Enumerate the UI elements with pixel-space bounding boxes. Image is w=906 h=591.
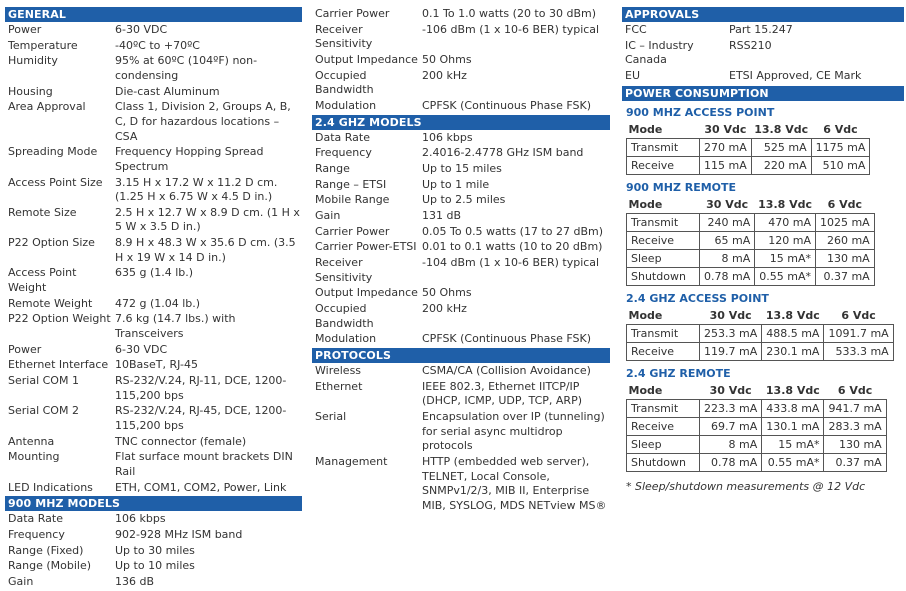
- spec-value: Up to 10 miles: [115, 559, 195, 573]
- spec-row-wireless: [312, 364, 610, 379]
- spec-label: Management: [315, 454, 388, 468]
- table-title-2-4-ghz-access-point: 2.4 GHZ ACCESS POINT: [626, 291, 769, 305]
- table-cell: 0.78 mA: [700, 453, 762, 471]
- power-table-2-4-ghz-access-point: [626, 308, 894, 361]
- spec-value: HTTP (embedded web server), TELNET, Local Console, SNMPv1/2/3, MIB II, Enterprise MIB, SYSLOG, MDS NETview MS®: [422, 454, 607, 512]
- spec-value: IEEE 802.3, Ethernet IITCP/IP (DHCP, ICMP, UDP, TCP, ARP): [422, 379, 583, 408]
- section-header-approvals: APPROVALS: [622, 7, 904, 22]
- approvals-list: [622, 23, 904, 84]
- power-table-2-4-ghz-remote: [626, 383, 887, 472]
- spec-row-occupied-bandwidth: [312, 69, 610, 98]
- column-header: 30 Vdc: [709, 308, 752, 322]
- spec-value: Die-cast Aluminum: [115, 84, 220, 98]
- spec-label: Ethernet Interface: [8, 358, 109, 372]
- spec-label: Serial: [315, 410, 347, 424]
- spec-row-housing: [5, 85, 302, 100]
- table-cell: 0.37 mA: [824, 453, 886, 471]
- spec-value: 0.05 To 0.5 watts (17 to 27 dBm): [422, 224, 604, 238]
- column-header: 30 Vdc: [706, 197, 749, 211]
- table-cell: Receive: [627, 156, 700, 174]
- spec-label: Antenna: [8, 434, 55, 448]
- table-cell: 533.3 mA: [824, 342, 893, 360]
- column-header: 6 Vdc: [841, 308, 876, 322]
- spec-label: Range (Mobile): [8, 559, 92, 573]
- spec-row-mounting: [5, 450, 302, 479]
- spec-label: Data Rate: [8, 512, 63, 526]
- table-cell: Transmit: [627, 138, 700, 156]
- table-cell: 0.78 mA: [700, 267, 755, 285]
- spec-row-modulation: [312, 99, 610, 114]
- table-header-row: [627, 122, 870, 139]
- table-cell: 220 mA: [751, 156, 811, 174]
- spec-label: Temperature: [8, 38, 78, 52]
- section-header-900-mhz-models: 900 MHZ MODELS: [5, 496, 302, 511]
- column-header: 30 Vdc: [709, 383, 752, 397]
- spec-column-middle: [312, 7, 610, 514]
- table-row: [627, 156, 870, 174]
- table-row: [627, 213, 875, 231]
- table-cell: Shutdown: [627, 267, 700, 285]
- spec-value: RS-232/V.24, RJ-45, DCE, 1200- 115,200 bps: [115, 404, 287, 432]
- table-cell: 230.1 mA: [762, 342, 824, 360]
- column-header: 6 Vdc: [827, 197, 863, 211]
- spec-label: Occupied Bandwidth: [315, 68, 374, 97]
- table-cell: 69.7 mA: [700, 417, 762, 435]
- table-cell: Sleep: [627, 249, 700, 267]
- spec-label: Frequency: [8, 527, 65, 541]
- spec-value: 50 Ohms: [422, 286, 472, 300]
- column-header: Mode: [628, 308, 663, 322]
- spec-label: Carrier Power: [315, 224, 390, 238]
- spec-row-data-rate: [5, 512, 302, 527]
- table-cell: 0.55 mA*: [755, 267, 816, 285]
- spec-row-carrier-power: [312, 7, 610, 22]
- spec-row-access-point-size: [5, 176, 302, 205]
- table-row: [627, 249, 875, 267]
- spec-label: Receiver Sensitivity: [315, 22, 373, 51]
- spec-row-output-impedance: [312, 286, 610, 301]
- spec-value: 131 dB: [422, 209, 462, 223]
- spec-row-p22-option-weight: [5, 312, 302, 341]
- spec-row-ic-industry-canada: [622, 39, 904, 68]
- spec-value: 902-928 MHz ISM band: [115, 527, 243, 541]
- column-header: Mode: [628, 383, 663, 397]
- spec-value: Class 1, Division 2, Groups A, B, C, D for hazardous locations – CSA: [115, 100, 291, 143]
- spec-value: 200 kHz: [422, 302, 467, 316]
- spec-label: EU: [625, 68, 641, 82]
- table-cell: 488.5 mA: [762, 324, 824, 342]
- table-row: [627, 267, 875, 285]
- spec-row-frequency: [5, 528, 302, 543]
- table-cell: 8 mA: [700, 249, 755, 267]
- spec-value: 8.9 H x 48.3 W x 35.6 D cm. (3.5 H x 19 W x 14 D in.): [115, 236, 296, 264]
- power-table-900-mhz-remote: [626, 197, 875, 286]
- spec-label: Serial COM 1: [8, 373, 79, 387]
- table-cell: 1091.7 mA: [824, 324, 893, 342]
- spec-value: CPFSK (Continuous Phase FSK): [422, 332, 592, 346]
- table-cell: Transmit: [627, 213, 700, 231]
- column-header: 30 Vdc: [704, 122, 747, 136]
- spec-value: 472 g (1.04 lb.): [115, 296, 201, 310]
- spec-row-management: [312, 455, 610, 513]
- table-row: [627, 453, 887, 471]
- spec-label: Remote Size: [8, 205, 77, 219]
- table-cell: 1025 mA: [815, 213, 874, 231]
- table-cell: 253.3 mA: [700, 324, 762, 342]
- spec-label: Area Approval: [8, 100, 86, 114]
- spec-row-serial-com-1: [5, 374, 302, 403]
- spec-list: [312, 364, 610, 513]
- spec-value: Encapsulation over IP (tunneling) for serial async multidrop protocols: [422, 410, 605, 453]
- spec-value: 106 kbps: [422, 130, 473, 144]
- spec-value: TNC connector (female): [115, 434, 247, 448]
- table-cell: 130 mA: [815, 249, 874, 267]
- spec-value: 106 kbps: [115, 512, 166, 526]
- spec-row-gain: [312, 209, 610, 224]
- spec-row-mobile-range: [312, 193, 610, 208]
- table-cell: Receive: [627, 342, 700, 360]
- spec-value: Up to 2.5 miles: [422, 193, 506, 207]
- spec-row-temperature: [5, 39, 302, 54]
- spec-label: Frequency: [315, 146, 372, 160]
- table-cell: 260 mA: [815, 231, 874, 249]
- table-cell: 15 mA*: [755, 249, 816, 267]
- table-row: [627, 138, 870, 156]
- spec-row-serial-com-2: [5, 404, 302, 433]
- spec-label: Range (Fixed): [8, 543, 84, 557]
- spec-value: -106 dBm (1 x 10-6 BER) typical: [422, 22, 600, 36]
- spec-value: RSS210: [729, 38, 772, 52]
- spec-value: 2.4016-2.4778 GHz ISM band: [422, 146, 584, 160]
- spec-label: Range: [315, 162, 350, 175]
- spec-row-range-mobile: [5, 559, 302, 574]
- spec-row-range: [312, 162, 610, 177]
- spec-value: 10BaseT, RJ-45: [115, 358, 198, 372]
- spec-label: Access Point Size: [8, 175, 103, 189]
- spec-label: Power: [8, 342, 42, 356]
- spec-label: Data Rate: [315, 130, 370, 144]
- table-cell: 525 mA: [751, 138, 811, 156]
- spec-row-data-rate: [312, 131, 610, 146]
- table-cell: Receive: [627, 231, 700, 249]
- spec-row-remote-weight: [5, 297, 302, 312]
- spec-label: LED Indications: [8, 480, 93, 494]
- section-header-power-consumption: POWER CONSUMPTION: [622, 86, 904, 101]
- spec-label: Access Point Weight: [8, 266, 77, 294]
- spec-value: 50 Ohms: [422, 52, 472, 66]
- spec-label: Range – ETSI: [315, 177, 387, 191]
- spec-value: -40ºC to +70ºC: [115, 38, 200, 52]
- table-cell: Transmit: [627, 324, 700, 342]
- table-cell: 130 mA: [824, 435, 886, 453]
- spec-value: Up to 30 miles: [115, 543, 195, 557]
- table-cell: Shutdown: [627, 453, 700, 471]
- table-cell: 115 mA: [700, 156, 752, 174]
- table-cell: 283.3 mA: [824, 417, 886, 435]
- table-title-900-mhz-remote: 900 MHZ REMOTE: [626, 180, 737, 194]
- spec-row-remote-size: [5, 206, 302, 235]
- spec-label: Carrier Power: [315, 7, 390, 20]
- section-header-general: GENERAL: [5, 7, 302, 22]
- spec-label: Mounting: [8, 450, 60, 464]
- spec-value: ETSI Approved, CE Mark: [729, 68, 862, 82]
- table-cell: Sleep: [627, 435, 700, 453]
- spec-value: ETH, COM1, COM2, Power, Link: [115, 480, 287, 494]
- spec-row-eu: [622, 69, 904, 84]
- spec-label: P22 Option Size: [8, 236, 95, 250]
- table-row: [627, 435, 887, 453]
- spec-list: [312, 7, 610, 114]
- spec-value: Part 15.247: [729, 23, 793, 36]
- spec-label: Remote Weight: [8, 296, 93, 310]
- power-table-900-mhz-access-point: [626, 122, 870, 175]
- table-title-900-mhz-access-point: 900 MHZ ACCESS POINT: [626, 105, 775, 119]
- spec-value: 2.5 H x 12.7 W x 8.9 D cm. (1 H x 5 W x 3.5 D in.): [115, 205, 300, 234]
- spec-row-p22-option-size: [5, 236, 302, 265]
- spec-label: Receiver Sensitivity: [315, 256, 373, 284]
- power-consumption-tables: [622, 106, 904, 472]
- spec-label: IC – Industry Canada: [625, 38, 694, 67]
- table-cell: 65 mA: [700, 231, 755, 249]
- spec-value: 3.15 H x 17.2 W x 11.2 D cm. (1.25 H x 6.75 W x 4.5 D in.): [115, 175, 278, 204]
- spec-label: Housing: [8, 84, 53, 98]
- spec-label: Gain: [315, 209, 341, 223]
- table-cell: 8 mA: [700, 435, 762, 453]
- table-header-row: [627, 308, 894, 325]
- table-cell: 120 mA: [755, 231, 816, 249]
- spec-row-spreading-mode: [5, 145, 302, 174]
- spec-label: Wireless: [315, 364, 362, 378]
- spec-row-range-etsi: [312, 178, 610, 193]
- table-cell: 0.55 mA*: [762, 453, 824, 471]
- spec-list: [5, 23, 302, 495]
- column-header: 6 Vdc: [837, 383, 873, 397]
- table-header-row: [627, 197, 875, 214]
- spec-value: 95% at 60ºC (104ºF) non-condensing: [115, 54, 258, 82]
- table-cell: 15 mA*: [762, 435, 824, 453]
- spec-list: [5, 512, 302, 589]
- spec-value: CSMA/CA (Collision Avoidance): [422, 364, 591, 378]
- table-cell: 941.7 mA: [824, 399, 886, 417]
- spec-row-fcc: [622, 23, 904, 38]
- spec-value: Flat surface mount brackets DIN Rail: [115, 450, 293, 478]
- spec-row-power: [5, 23, 302, 38]
- spec-row-ethernet-interface: [5, 358, 302, 373]
- table-cell: 240 mA: [700, 213, 755, 231]
- table-cell: Receive: [627, 417, 700, 435]
- section-header-protocols: PROTOCOLS: [312, 348, 610, 363]
- column-header: Mode: [628, 122, 663, 136]
- column-header: 13.8 Vdc: [754, 122, 809, 136]
- table-row: [627, 399, 887, 417]
- spec-label: Occupied Bandwidth: [315, 302, 374, 330]
- spec-label: Carrier Power-ETSI: [315, 240, 417, 254]
- column-header: 13.8 Vdc: [765, 383, 820, 397]
- spec-value: Up to 1 mile: [422, 177, 490, 191]
- spec-row-output-impedance: [312, 53, 610, 68]
- spec-value: -104 dBm (1 x 10-6 BER) typical: [422, 256, 600, 270]
- column-header: 13.8 Vdc: [758, 197, 813, 211]
- spec-value: 0.1 To 1.0 watts (20 to 30 dBm): [422, 7, 597, 20]
- spec-value: 6-30 VDC: [115, 342, 168, 356]
- spec-row-receiver-sensitivity: [312, 23, 610, 52]
- spec-row-modulation: [312, 332, 610, 347]
- spec-label: Modulation: [315, 98, 377, 112]
- spec-row-occupied-bandwidth: [312, 302, 610, 331]
- table-cell: 0.37 mA: [815, 267, 874, 285]
- table-cell: 130.1 mA: [762, 417, 824, 435]
- spec-value: 635 g (1.4 lb.): [115, 266, 194, 280]
- spec-value: 200 kHz: [422, 68, 467, 82]
- column-header: 6 Vdc: [823, 122, 858, 136]
- spec-row-led-indications: [5, 481, 302, 496]
- spec-value: CPFSK (Continuous Phase FSK): [422, 98, 592, 112]
- spec-label: P22 Option Weight: [8, 312, 111, 326]
- table-cell: 433.8 mA: [762, 399, 824, 417]
- section-header-2-4-ghz-models: 2.4 GHZ MODELS: [312, 115, 610, 130]
- spec-label: Output Impedance: [315, 52, 418, 66]
- table-row: [627, 417, 887, 435]
- spec-row-humidity: [5, 54, 302, 83]
- table-row: [627, 231, 875, 249]
- table-cell: 119.7 mA: [700, 342, 762, 360]
- spec-row-range-fixed: [5, 544, 302, 559]
- spec-value: Up to 15 miles: [422, 162, 502, 175]
- table-cell: 1175 mA: [811, 138, 870, 156]
- table-cell: 270 mA: [700, 138, 752, 156]
- footnote: * Sleep/shutdown measurements @ 12 Vdc: [626, 479, 866, 493]
- spec-label: Spreading Mode: [8, 145, 98, 159]
- spec-row-gain: [5, 575, 302, 590]
- spec-row-carrier-power: [312, 225, 610, 240]
- column-header: 13.8 Vdc: [765, 308, 820, 322]
- table-header-row: [627, 383, 887, 400]
- table-cell: 470 mA: [755, 213, 816, 231]
- table-cell: 223.3 mA: [700, 399, 762, 417]
- spec-value: RS-232/V.24, RJ-11, DCE, 1200-115,200 bps: [115, 373, 287, 402]
- spec-label: Serial COM 2: [8, 404, 79, 418]
- table-cell: Transmit: [627, 399, 700, 417]
- table-title-2-4-ghz-remote: 2.4 GHZ REMOTE: [626, 366, 731, 380]
- table-row: [627, 324, 894, 342]
- spec-label: FCC: [625, 23, 647, 36]
- spec-row-power: [5, 343, 302, 358]
- spec-label: Modulation: [315, 332, 377, 346]
- spec-value: 0.01 to 0.1 watts (10 to 20 dBm): [422, 240, 603, 254]
- spec-label: Gain: [8, 574, 34, 588]
- spec-row-receiver-sensitivity: [312, 256, 610, 285]
- spec-list: [312, 131, 610, 347]
- column-header: Mode: [628, 197, 663, 211]
- spec-column-left: [5, 7, 302, 591]
- spec-row-ethernet: [312, 380, 610, 409]
- spec-row-area-approval: [5, 100, 302, 144]
- table-cell: 510 mA: [811, 156, 870, 174]
- spec-label: Ethernet: [315, 379, 363, 393]
- spec-label: Humidity: [8, 54, 58, 68]
- spec-value: Frequency Hopping Spread Spectrum: [115, 145, 264, 173]
- spec-row-frequency: [312, 146, 610, 161]
- spec-row-serial: [312, 410, 610, 454]
- spec-label: Mobile Range: [315, 193, 390, 207]
- spec-column-right: [622, 7, 904, 493]
- spec-value: 136 dB: [115, 574, 155, 588]
- spec-value: 6-30 VDC: [115, 23, 168, 36]
- spec-label: Power: [8, 23, 42, 36]
- spec-row-access-point-weight: [5, 266, 302, 295]
- spec-value: 7.6 kg (14.7 lbs.) with Transceivers: [115, 312, 236, 340]
- spec-label: Output Impedance: [315, 286, 418, 300]
- table-row: [627, 342, 894, 360]
- spec-row-antenna: [5, 435, 302, 450]
- spec-row-carrier-power-etsi: [312, 240, 610, 255]
